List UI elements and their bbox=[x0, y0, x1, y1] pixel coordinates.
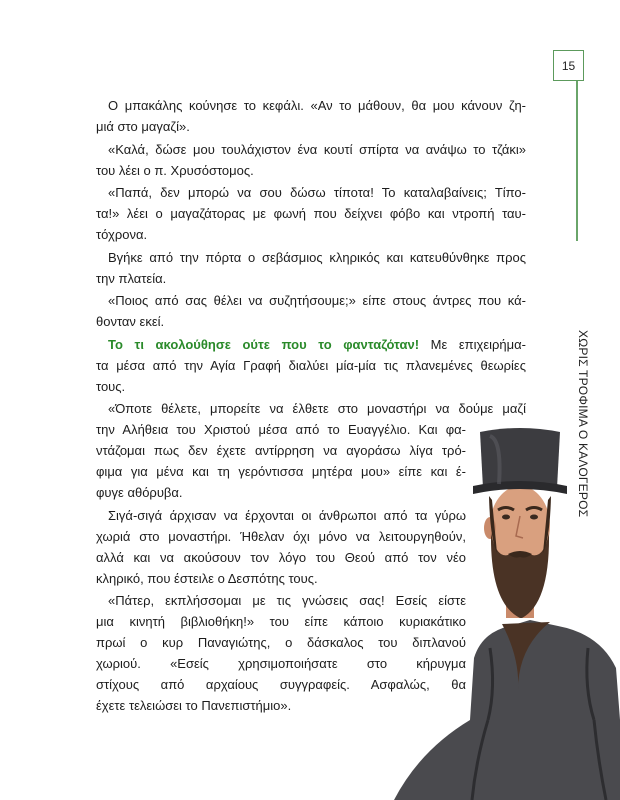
paragraph bbox=[96, 139, 526, 181]
text-line: χωριά στο μοναστήρι. Ήθελαν όχι μόνο να λειτουργηθούν, bbox=[96, 528, 466, 544]
text-line: Σιγά-σιγά άρχισαν να έρχονται οι άνθρωποι από τα γύρω bbox=[108, 507, 466, 523]
text-line: την Αλήθεια του Χριστού μέσα από το Ευαγγέλιο. Και φα- bbox=[96, 422, 466, 437]
page-number-text: 15 bbox=[561, 58, 576, 73]
priest-illustration-head bbox=[470, 428, 570, 618]
text-line: τους. bbox=[96, 378, 126, 394]
running-title: ΧΩΡΙΣ ΤΡΟΦΙΜΑ Ο ΚΑΛΟΓΕΡΟΣ bbox=[576, 330, 590, 518]
text-line: «Πάτερ, εκπλήσσομαι με τις γνώσεις σας! Εσείς είστε bbox=[108, 593, 466, 608]
priest-illustration-robe bbox=[470, 618, 620, 720]
text-line: θονταν εκεί. bbox=[96, 314, 165, 329]
text-line: τόχρονα. bbox=[96, 227, 148, 242]
text-line: του λέει ο π. Χρυσόστομος. bbox=[96, 162, 254, 178]
paragraph bbox=[96, 334, 526, 397]
text-line: έχετε τελειώσει το Πανεπιστήμιο». bbox=[96, 698, 292, 713]
body-text bbox=[96, 95, 526, 718]
text-line: χωριού. «Εσείς χρησιμοποιήσατε στο κήρυγμα bbox=[96, 656, 466, 671]
paragraph bbox=[96, 95, 526, 137]
paragraph bbox=[96, 290, 526, 332]
text-line: τα μέσα από την Αγία Γραφή διαλύει μία-μία τις πλανεμένες θεωρίες bbox=[96, 357, 526, 373]
text-line: «Καλά, δώσε μου τουλάχιστον ένα κουτί σπίρτα να ανάψω το τζάκι» bbox=[108, 141, 526, 157]
emphasized-text: Το τι ακολούθησε ούτε που το φανταζόταν! bbox=[108, 336, 420, 352]
text-line: μια κινητή βιβλιοθήκη!» του είπε κάποιο κυριακάτικο bbox=[96, 614, 466, 629]
priest-illustration-robe-lower bbox=[380, 720, 620, 800]
text-line: μιά στο μαγαζί». bbox=[96, 119, 190, 134]
text-line: «Όποτε θέλετε, μπορείτε να έλθετε στο μοναστήρι να δούμε μαζί bbox=[108, 401, 526, 416]
paragraph bbox=[96, 182, 526, 245]
text-line: «Ποιος από σας θέλει να συζητήσουμε;» είπε στους άντρες που κά- bbox=[108, 293, 526, 308]
paragraph bbox=[96, 590, 526, 716]
text-line bbox=[96, 334, 526, 355]
paragraph bbox=[96, 247, 526, 289]
paragraph bbox=[96, 398, 526, 503]
page-number bbox=[553, 50, 584, 81]
text-line: «Παπά, δεν μπορώ να σου δώσω τίποτα! Το καταλαβαίνεις; Τίπο- bbox=[108, 185, 526, 200]
margin-rule bbox=[576, 81, 578, 241]
text-line: φιμα για μένα και τη γερόντισσα μητέρα μου» είπε και έ- bbox=[96, 464, 466, 479]
text-line: κληρικό, που έστειλε ο Δεσπότης τους. bbox=[96, 570, 318, 586]
text-line: φυγε αθόρυβα. bbox=[96, 485, 183, 500]
line-text: Με επιχειρήμα- bbox=[419, 336, 526, 352]
text-line: Ο μπακάλης κούνησε το κεφάλι. «Αν το μάθουν, θα μου κάνουν ζη- bbox=[108, 98, 526, 113]
paragraph bbox=[96, 505, 526, 589]
text-line: Βγήκε από την πόρτα ο σεβάσμιος κληρικός και κατευθύνθηκε προς bbox=[108, 249, 526, 265]
text-line: την πλατεία. bbox=[96, 270, 167, 286]
text-line: πρωί ο κυρ Παναγιώτης, ο δάσκαλος του διπλανού bbox=[96, 635, 466, 650]
text-line: αλλά και να ακούσουν τον λόγο του Θεού από τον νέο bbox=[96, 549, 466, 565]
text-line: ντάζομαι πως δεν έχετε αντίρρηση να αγοράσω λίγα τρό- bbox=[96, 443, 466, 458]
text-line: στίχους από αρχαίους συγγραφείς. Ασφαλώς, θα bbox=[96, 677, 466, 692]
text-line: τα!» λέει ο μαγαζάτορας με φωνή που δείχνει φόβο και ντροπή ταυ- bbox=[96, 206, 526, 221]
